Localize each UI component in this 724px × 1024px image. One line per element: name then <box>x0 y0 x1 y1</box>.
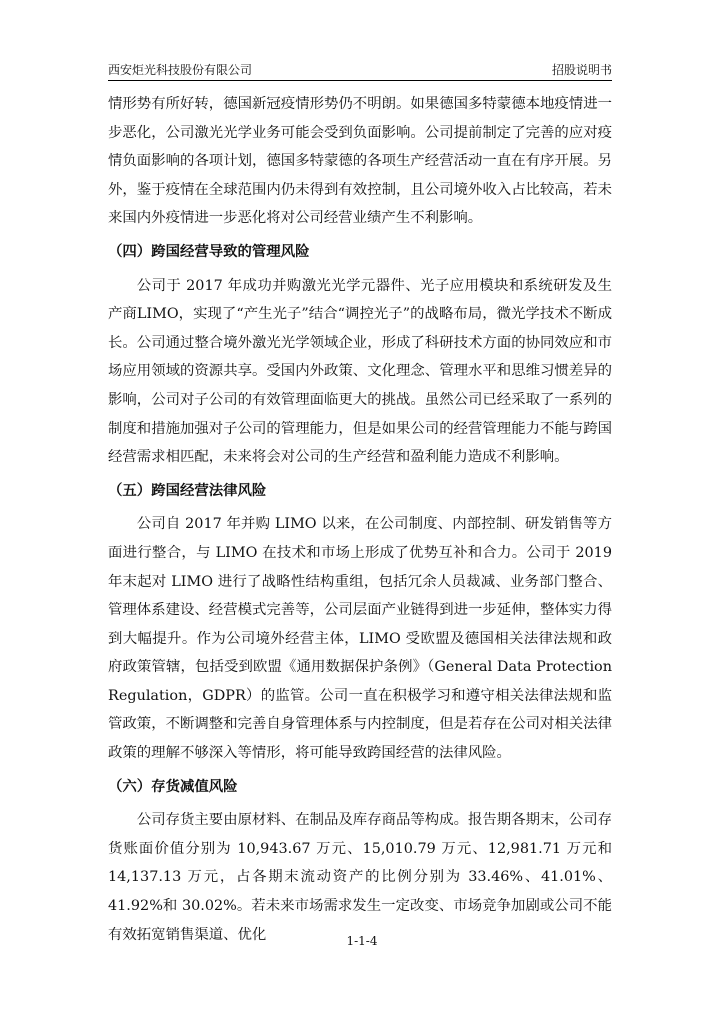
section-heading-6: （六）存货减值风险 <box>108 778 238 795</box>
header-company: 西安炬光科技股份有限公司 <box>108 63 253 77</box>
page-number: 1-1-4 <box>346 934 378 948</box>
section-heading-4: （四）跨国经营导致的管理风险 <box>108 243 310 260</box>
paragraph-management-risk: 公司于 2017 年成功并购激光光学元器件、光子应用模块和系统研发及生产商LIMO，实现了“产生光子”结合“调控光子”的战略布局，微光学技术不断成长。公司通过整合境外激光光学领域企业，形成了科研技术方面的协同效应和市场应用领域的资源共享。受国内外政策、文化理念、管理水平和思维习惯差异的影响，公司对子公司的有效管理面临更大的挑战。虽然公司已经采取了一系列的制度和措施加强对子公司的管理能力，但是如果公司的经营管理能力不能与跨国经营需求相匹配，未来将会对公司的生产经营和盈利能力造成不利影响。 <box>108 277 612 466</box>
paragraph-legal-risk: 公司自 2017 年并购 LIMO 以来，在公司制度、内部控制、研发销售等方面进行整合，与 LIMO 在技术和市场上形成了优势互补和合力。公司于 2019 年末起对 LIMO 进行了战略性结构重组，包括冗余人员裁减、业务部门整合、管理体系建设、经营模式完善等，公司层面产业链得到进一步延伸，整体实力得到大幅提升。作为公司境外经营主体，LIMO 受欧盟及德国相关法律法规和政府政策管辖，包括受到欧盟《通用数据保护条例》（General Data Protection Regulation，GDPR）的监管。公司一直在积极学习和遵守相关法律法规和监管政策，不断调整和完善自身管理体系与内控制度，但是若存在公司对相关法律政策的理解不够深入等情形，将可能导致跨国经营的法律风险。 <box>108 516 612 762</box>
page-header <box>108 56 612 78</box>
document-body <box>108 90 612 949</box>
header-doc-type: 招股说明书 <box>551 63 612 77</box>
section-heading-5: （五）跨国经营法律风险 <box>108 482 267 499</box>
header-rule <box>108 80 612 81</box>
paragraph-inventory-risk: 公司存货主要由原材料、在制品及库存商品等构成。报告期各期末，公司存货账面价值分别为 10,943.67 万元、15,010.79 万元、12,981.71 万元和 14,137.13 万元，占各期末流动资产的比例分别为 33.46%、41.01%、41.92%和 30.02%。若未来市场需求发生一定改变、市场竞争加剧或公司不能有效拓宽销售渠道、优化 <box>108 812 612 943</box>
paragraph-continued: 情形势有所好转，德国新冠疫情形势仍不明朗。如果德国多特蒙德本地疫情进一步恶化，公司激光光学业务可能会受到负面影响。公司提前制定了完善的应对疫情负面影响的各项计划，德国多特蒙德的各项生产经营活动一直在有序开展。另外，鉴于疫情在全球范围内仍未得到有效控制，且公司境外收入占比较高，若未来国内外疫情进一步恶化将对公司经营业绩产生不利影响。 <box>108 96 612 227</box>
